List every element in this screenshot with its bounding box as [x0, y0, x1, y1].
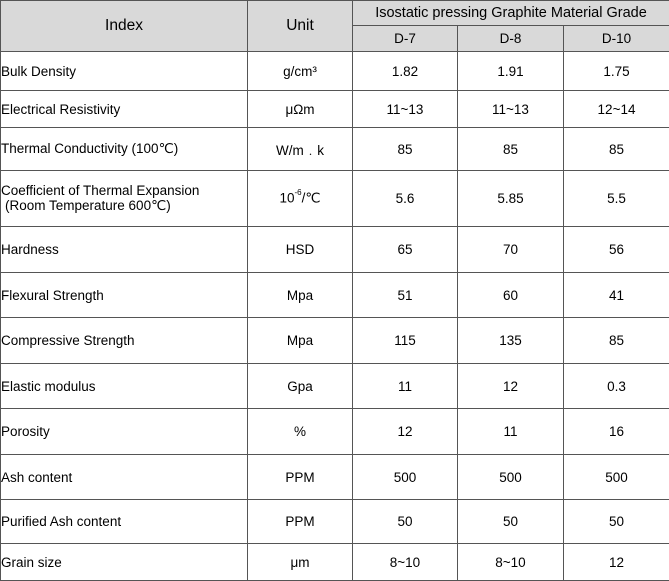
value-cell: 12	[353, 409, 458, 455]
value-cell: 12~14	[564, 91, 669, 128]
grade-header-d7: D-7	[353, 26, 458, 52]
value-cell: 11~13	[458, 91, 564, 128]
property-name: Elastic modulus	[1, 364, 248, 409]
property-name: Purified Ash content	[1, 500, 248, 544]
value-cell: 16	[564, 409, 669, 455]
value-cell: 85	[353, 128, 458, 171]
value-cell: 50	[353, 500, 458, 544]
value-cell: 50	[458, 500, 564, 544]
grade-header-d8: D-8	[458, 26, 564, 52]
table-row	[1, 455, 669, 500]
property-unit: μm	[248, 544, 353, 581]
table-row	[1, 500, 669, 544]
table-row	[1, 91, 669, 128]
value-cell: 8~10	[353, 544, 458, 581]
property-unit: PPM	[248, 500, 353, 544]
unit-base: 10	[279, 191, 294, 206]
property-name-line1: Coefficient of Thermal Expansion	[1, 183, 247, 198]
index-header: Index	[1, 1, 248, 52]
property-unit: g/cm³	[248, 52, 353, 91]
value-cell: 500	[458, 455, 564, 500]
value-cell: 51	[353, 273, 458, 318]
table-row	[1, 273, 669, 318]
unit-tail: /℃	[302, 191, 321, 206]
value-cell: 50	[564, 500, 669, 544]
property-unit: Gpa	[248, 364, 353, 409]
value-cell: 85	[564, 128, 669, 171]
table-row	[1, 52, 669, 91]
table-row	[1, 409, 669, 455]
value-cell: 11	[353, 364, 458, 409]
table-row	[1, 318, 669, 364]
property-unit: %	[248, 409, 353, 455]
property-name-line2: (Room Temperature 600℃)	[1, 198, 247, 214]
value-cell: 135	[458, 318, 564, 364]
value-cell: 12	[564, 544, 669, 581]
value-cell: 5.5	[564, 171, 669, 227]
property-name: Electrical Resistivity	[1, 91, 248, 128]
value-cell: 500	[564, 455, 669, 500]
value-cell: 8~10	[458, 544, 564, 581]
value-cell: 85	[458, 128, 564, 171]
property-name: Ash content	[1, 455, 248, 500]
property-unit: PPM	[248, 455, 353, 500]
value-cell: 11	[458, 409, 564, 455]
value-cell: 56	[564, 227, 669, 273]
value-cell: 1.82	[353, 52, 458, 91]
value-cell: 85	[564, 318, 669, 364]
value-cell: 65	[353, 227, 458, 273]
table-row	[1, 364, 669, 409]
value-cell: 60	[458, 273, 564, 318]
property-unit: W/m﹒k	[248, 128, 353, 171]
table-row	[1, 227, 669, 273]
property-unit: Mpa	[248, 273, 353, 318]
table-row	[1, 171, 669, 227]
property-name	[1, 171, 248, 227]
value-cell: 1.75	[564, 52, 669, 91]
unit-exponent: -6	[294, 188, 301, 197]
unit-header: Unit	[248, 1, 353, 52]
property-unit: Mpa	[248, 318, 353, 364]
property-unit: μΩm	[248, 91, 353, 128]
value-cell: 500	[353, 455, 458, 500]
table-row	[1, 128, 669, 171]
value-cell: 70	[458, 227, 564, 273]
property-name: Porosity	[1, 409, 248, 455]
property-name: Bulk Density	[1, 52, 248, 91]
value-cell: 5.85	[458, 171, 564, 227]
property-name: Compressive Strength	[1, 318, 248, 364]
property-unit: HSD	[248, 227, 353, 273]
grade-header-d10: D-10	[564, 26, 669, 52]
property-name: Hardness	[1, 227, 248, 273]
grade-group-header: Isostatic pressing Graphite Material Grade	[353, 1, 669, 26]
value-cell: 5.6	[353, 171, 458, 227]
table-row	[1, 544, 669, 581]
value-cell: 41	[564, 273, 669, 318]
value-cell: 0.3	[564, 364, 669, 409]
property-name: Thermal Conductivity (100℃)	[1, 128, 248, 171]
value-cell: 11~13	[353, 91, 458, 128]
value-cell: 115	[353, 318, 458, 364]
property-name: Flexural Strength	[1, 273, 248, 318]
property-name: Grain size	[1, 544, 248, 581]
value-cell: 1.91	[458, 52, 564, 91]
value-cell: 12	[458, 364, 564, 409]
property-unit	[248, 171, 353, 227]
